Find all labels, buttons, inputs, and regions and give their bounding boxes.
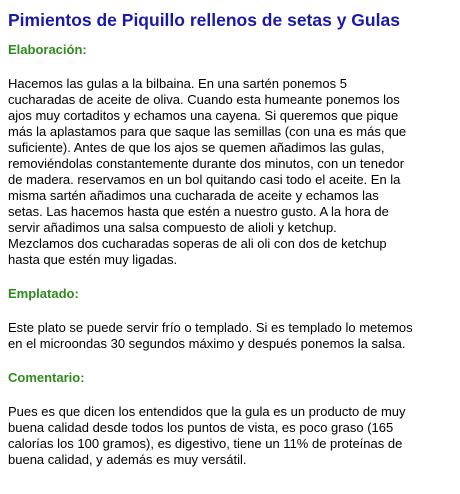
section-heading: Elaboración: bbox=[8, 42, 87, 57]
paragraph-line: ajos muy cortaditos y echamos una cayena. Si queremos que pique bbox=[8, 108, 399, 123]
paragraph-line: Pues es que dicen los entendidos que la gula es un producto de muy bbox=[8, 404, 406, 419]
section-paragraph bbox=[8, 404, 452, 468]
paragraph-line: hasta que estén muy ligadas. bbox=[8, 252, 178, 267]
paragraph-line: buena calidad, y además es muy versátil. bbox=[8, 452, 247, 467]
section-heading: Emplatado: bbox=[8, 286, 79, 301]
paragraph-line: buena calidad desde todos los puntos de vista, es poco graso (165 bbox=[8, 420, 394, 435]
recipe-title: Pimientos de Piquillo rellenos de setas y Gulas bbox=[8, 10, 400, 30]
paragraph-line: servir añadimos una salsa compuesto de alioli y ketchup. bbox=[8, 220, 337, 235]
recipe-sections bbox=[8, 42, 452, 468]
section-paragraph bbox=[8, 320, 452, 352]
paragraph-line: de madera. reservamos en un bol quitando casi todo el aceite. En la bbox=[8, 172, 401, 187]
paragraph-line: Este plato se puede servir frío o templado. Si es templado lo metemos bbox=[8, 320, 413, 335]
paragraph-line: setas. Las hacemos hasta que estén a nuestro gusto. A la hora de bbox=[8, 204, 389, 219]
paragraph-line: misma sartén añadimos una cucharada de aceite y echamos las bbox=[8, 188, 379, 203]
paragraph-line: suficiente). Antes de que los ajos se quemen añadimos las gulas, bbox=[8, 140, 385, 155]
paragraph-line: Hacemos las gulas a la bilbaina. En una sartén ponemos 5 bbox=[8, 76, 347, 91]
paragraph-line: calorías los 100 gramos), es digestivo, tiene un 11% de proteínas de bbox=[8, 436, 403, 451]
paragraph-line: Mezclamos dos cucharadas soperas de ali oli con dos de ketchup bbox=[8, 236, 387, 251]
paragraph-line: más la aplastamos para que saque las semillas (con una es más que bbox=[8, 124, 407, 139]
section-paragraph bbox=[8, 76, 452, 268]
paragraph-line: en el microondas 30 segundos máximo y después ponemos la salsa. bbox=[8, 336, 406, 351]
paragraph-line: cucharadas de aceite de oliva. Cuando esta humeante ponemos los bbox=[8, 92, 400, 107]
paragraph-line: removiéndolas constantemente durante dos minutos, con un tenedor bbox=[8, 156, 405, 171]
section-heading: Comentario: bbox=[8, 370, 85, 385]
